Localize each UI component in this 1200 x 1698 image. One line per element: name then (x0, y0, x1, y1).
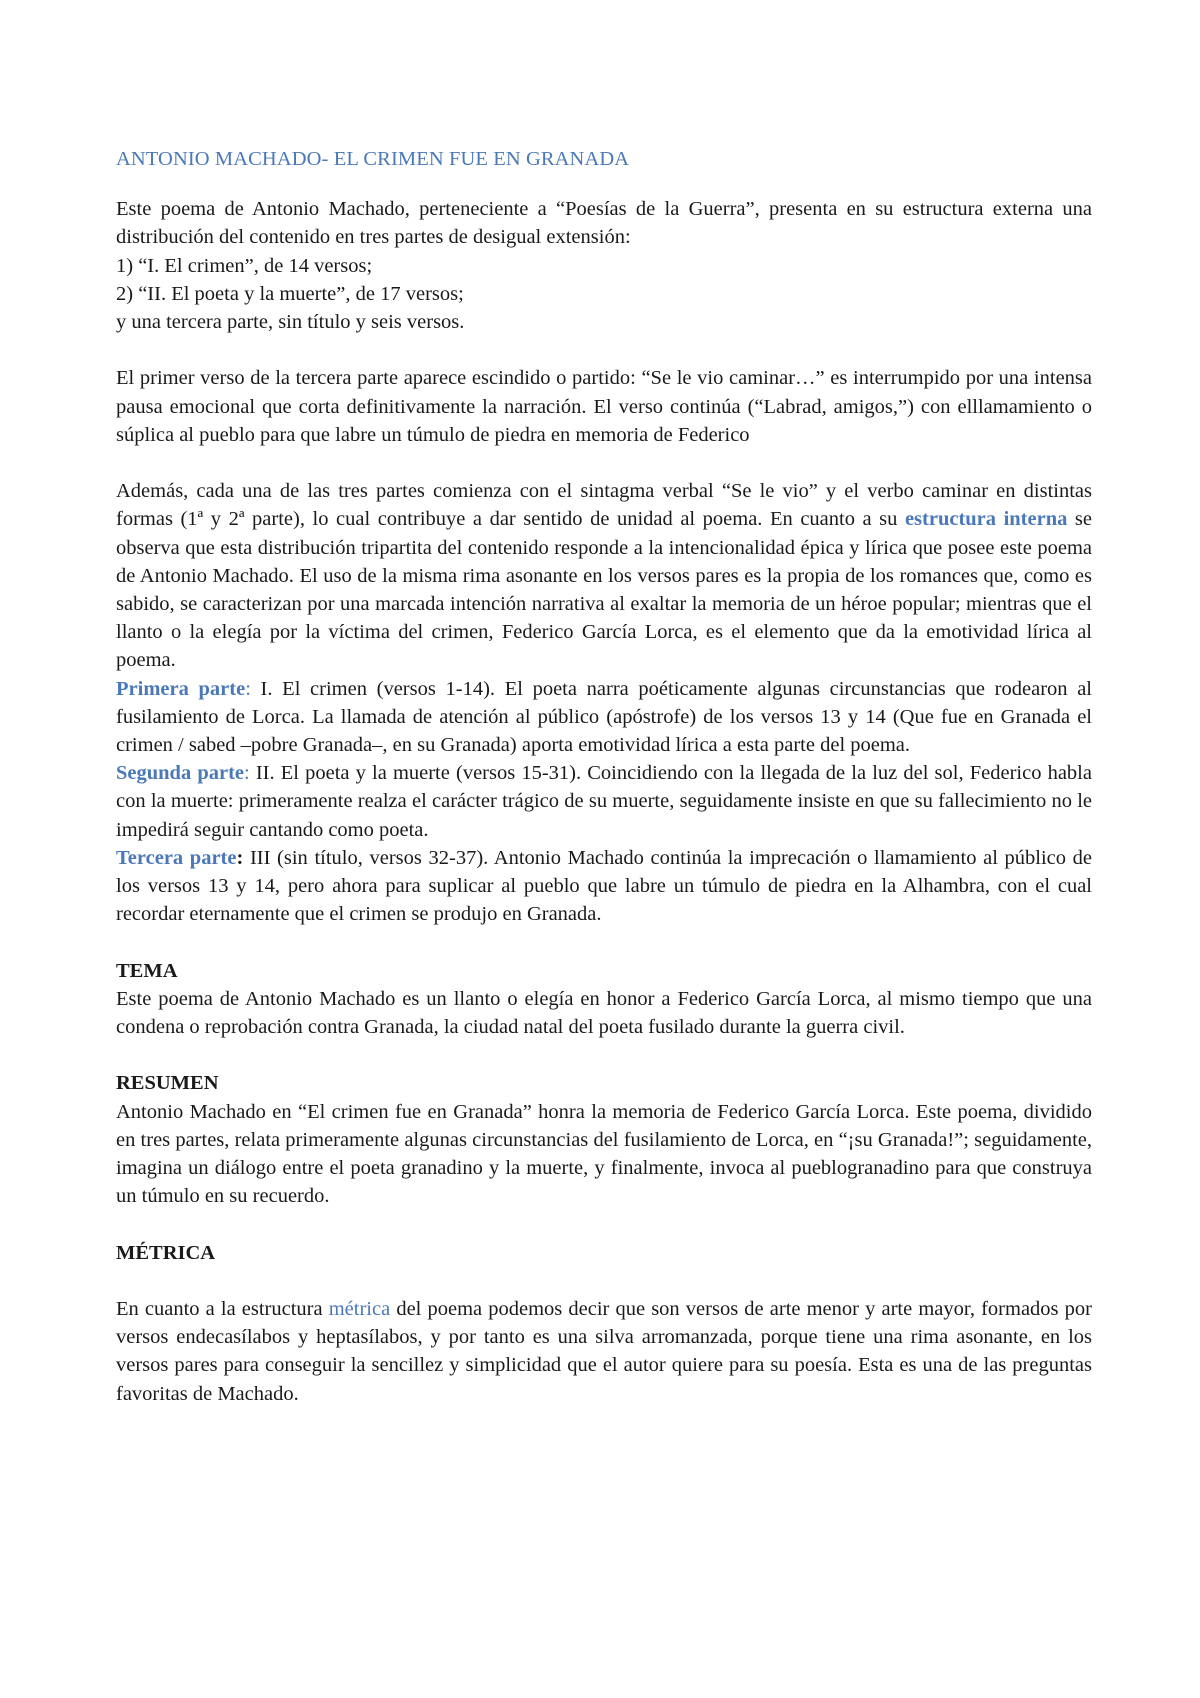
part-sep-3: : (236, 846, 244, 869)
intro-list-item-3: y una tercera parte, sin título y seis versos. (116, 311, 465, 334)
resumen-paragraph: Antonio Machado en “El crimen fue en Granada” honra la memoria de Federico García Lorca. Este poema, dividido en tres partes, relata primeramente algunas circunstancias del fusilamiento de Lorca, en “¡su Granada!”; seguidamente, imagina un diálogo entre el poeta granadino y la muerte, y finalmente, invoca al pueblogranadino para que construya un túmulo en su recuerdo. (116, 1100, 1092, 1208)
part-text-3: III (sin título, versos 32-37). Antonio Machado continúa la imprecación o llamamiento al público de los versos 13 y 14, pero ahora para suplicar al pueblo que labre un túmulo de piedra en la Alhambra, con el cual recordar eternamente que el crimen se produjo en Granada. (116, 846, 1093, 926)
part-label-3: Tercera parte (116, 846, 237, 869)
metrica-text-before: En cuanto a la estructura (116, 1298, 329, 1321)
intro-paragraph: Este poema de Antonio Machado, perteneciente a “Poesías de la Guerra”, presenta en su estructura externa una distribución del contenido en tres partes de desigual extensión: (116, 198, 1092, 249)
spacer (116, 1210, 1092, 1238)
resumen-heading: RESUMEN (116, 1072, 219, 1095)
structure-text-before: Además, cada una de las tres partes comienza con el sintagma verbal “Se le vio” y el verbo caminar en distintas formas (1ª y 2ª parte), lo cual contribuye a dar sentido de unidad al poema. En cuanto a su (116, 480, 1092, 531)
structure-text-after: se observa que esta distribución tripartita del contenido responde a la intencionalidad épica y lírica que posee este poema de Antonio Machado. El uso de la misma rima asonante en los versos pares es la propia de los romances que, como es sabido, se caracterizan por una marcada intención narrativa al exaltar la memoria de un héroe popular; mientras que el llanto o la elegía por la víctima del crimen, Federico García Lorca, es el elemento que da la emotividad lírica al poema. (116, 508, 1092, 672)
metrica-text-after: del poema podemos decir que son versos de arte menor y arte mayor, formados por versos endecasílabos y heptasílabos, y por tanto es una silva arromanzada, porque tiene una rima asonante, en los versos pares para conseguir la sencillez y simplicidad que el autor quiere para su poesía. Esta es una de las preguntas favoritas de Machado. (116, 1298, 1092, 1405)
structure-highlight: estructura interna (904, 508, 1068, 531)
intro-list-item-2: 2) “II. El poeta y la muerte”, de 17 versos; (116, 282, 464, 305)
metrica-highlight: métrica (328, 1298, 391, 1321)
spacer (116, 449, 1092, 477)
verse-split-paragraph: El primer verso de la tercera parte aparece escindido o partido: “Se le vio caminar…” es interrumpido por una intensa pausa emocional que corta definitivamente la narración. El verso continúa (“Labrad, amigos,”) con elllamamiento o súplica al pueblo para que labre un túmulo de piedra en memoria de Federico (116, 367, 1092, 446)
part-paragraph-2 (116, 759, 1092, 844)
part-sep-1: : (245, 677, 251, 700)
spacer (116, 1041, 1092, 1069)
document-title: ANTONIO MACHADO- EL CRIMEN FUE EN GRANADA (116, 148, 630, 170)
spacer (116, 1267, 1092, 1295)
part-text-2: II. El poeta y la muerte (versos 15-31). Coincidiendo con la llegada de la luz del sol, Federico habla con la muerte: primeramente realza el carácter trágico de su muerte, seguidamente insiste en que su fallecimiento no le impedirá seguir cantando como poeta. (116, 762, 1092, 841)
part-text-1: I. El crimen (versos 1-14). El poeta narra poéticamente algunas circunstancias que rodearon al fusilamiento de Lorca. La llamada de atención al público (apóstrofe) de los versos 13 y 14 (Que fue en Granada el crimen / sabed –pobre Granada–, en su Granada) aporta emotividad lírica a esta parte del poema. (116, 677, 1092, 757)
spacer (116, 336, 1092, 364)
part-paragraph-3 (116, 844, 1092, 929)
part-label-1: Primera parte (116, 677, 246, 700)
metrica-heading: MÉTRICA (116, 1241, 216, 1264)
part-label-2: Segunda parte (116, 762, 245, 785)
intro-list-item-1: 1) “I. El crimen”, de 14 versos; (116, 254, 373, 277)
structure-paragraph (116, 477, 1092, 674)
part-sep-2: : (244, 762, 250, 785)
document-page (116, 145, 1092, 1408)
tema-heading: TEMA (116, 959, 178, 982)
part-paragraph-1 (116, 675, 1092, 760)
tema-paragraph: Este poema de Antonio Machado es un llanto o elegía en honor a Federico García Lorca, al mismo tiempo que una condena o reprobación contra Granada, la ciudad natal del poeta fusilado durante la guerra civil. (116, 987, 1092, 1039)
metrica-paragraph (116, 1295, 1092, 1408)
spacer (116, 928, 1092, 956)
